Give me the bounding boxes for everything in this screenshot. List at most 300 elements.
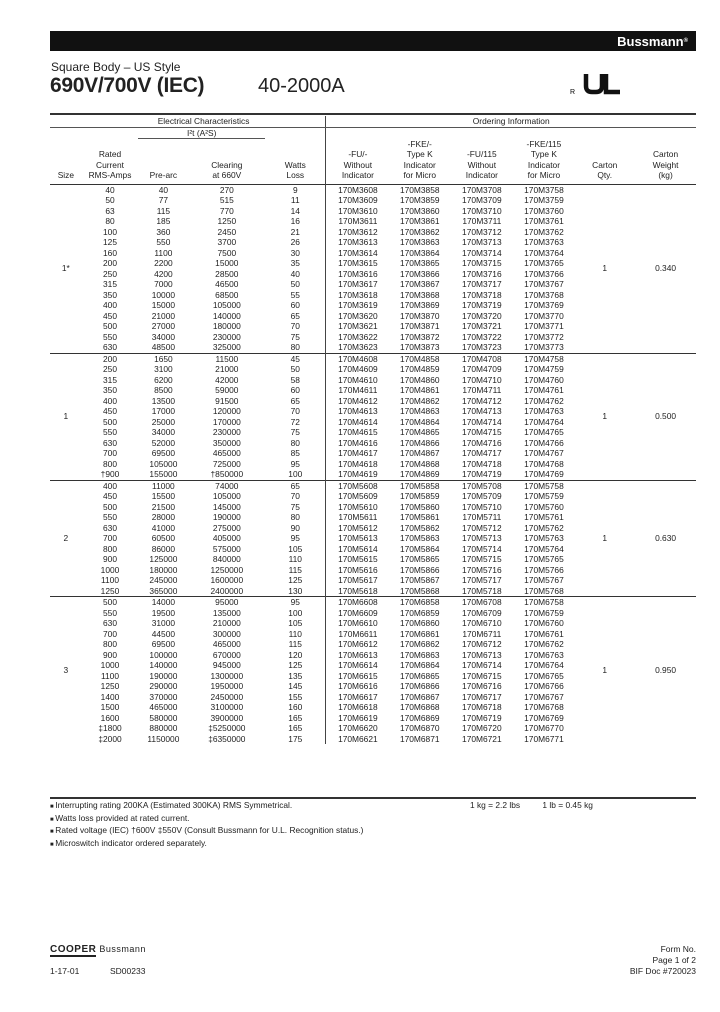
table-cell: 170M4768 bbox=[524, 458, 564, 469]
table-cell: 60500 bbox=[151, 533, 176, 543]
col-rated-line: RMS-Amps bbox=[88, 170, 132, 180]
table-cell: 170M4769 bbox=[524, 469, 564, 479]
table-cell: 170M6621 bbox=[326, 734, 389, 745]
table-cell: 170M3613 bbox=[326, 237, 389, 248]
table-cell: 170M5764 bbox=[524, 543, 564, 554]
table-cell: 125000 bbox=[149, 554, 178, 564]
table-cell: 170M3609 bbox=[326, 195, 389, 206]
table-cell: 2200 bbox=[154, 258, 173, 268]
table-cell: 40 bbox=[138, 184, 188, 195]
table-cell: 170M3869 bbox=[399, 300, 440, 310]
table-cell: 170M4611 bbox=[326, 385, 389, 396]
note-voltage: ■ Rated voltage (IEC) †600V ‡550V (Consult Bussmann for U.L. Recognition status.) bbox=[50, 825, 363, 838]
table-cell: 230000 bbox=[212, 427, 241, 437]
table-cell: 100 bbox=[103, 226, 117, 237]
table-cell: 170M6715 bbox=[462, 670, 502, 681]
table-cell: 170M3759 bbox=[524, 195, 564, 205]
table-cell: 170M3762 bbox=[524, 226, 564, 237]
table-cell: 1250 bbox=[100, 585, 120, 596]
col-fke bbox=[389, 139, 450, 185]
table-cell: 170M4858 bbox=[389, 353, 450, 364]
table-cell: 170M5608 bbox=[326, 480, 389, 491]
table-cell: 170M6609 bbox=[326, 608, 389, 619]
page-number: Page 1 of 2 bbox=[652, 955, 696, 965]
table-cell: 170M6761 bbox=[524, 628, 564, 639]
table-cell: 7500 bbox=[217, 247, 237, 258]
table-cell: 170M4617 bbox=[326, 448, 389, 459]
table-cell: 170M3617 bbox=[326, 279, 389, 290]
table-cell: 575000 bbox=[212, 543, 241, 554]
table-cell: 170M3764 bbox=[524, 247, 564, 258]
col-fu-line: -FU/- bbox=[348, 149, 368, 159]
table-cell: 72 bbox=[290, 416, 300, 427]
table-cell: 170M4718 bbox=[462, 458, 502, 469]
table-cell: 170M6613 bbox=[326, 650, 389, 661]
table-cell: 125 bbox=[288, 660, 303, 670]
table-cell: 170M6608 bbox=[326, 597, 389, 608]
table-cell: 250 bbox=[103, 268, 117, 279]
col-clearing bbox=[189, 139, 266, 185]
table-cell: 86000 bbox=[151, 543, 176, 554]
table-cell: 170M3715 bbox=[462, 258, 502, 268]
page-title: 690V/700V (IEC) bbox=[50, 74, 205, 97]
table-cell: 170M5758 bbox=[514, 480, 575, 491]
col-watts bbox=[265, 139, 326, 185]
table-cell: 170M5713 bbox=[462, 533, 502, 543]
table-cell: 69500 bbox=[151, 448, 176, 458]
table-cell: 630 bbox=[103, 437, 117, 448]
table-cell: 42000 bbox=[215, 374, 239, 385]
table-cell: 170M6712 bbox=[462, 639, 502, 649]
table-cell: ‡5250000 bbox=[208, 723, 246, 733]
col-rated-line: Rated bbox=[98, 149, 122, 159]
table-cell: 170M6870 bbox=[399, 723, 440, 733]
table-cell: 170M3771 bbox=[524, 321, 564, 331]
table-cell: 770 bbox=[219, 205, 234, 216]
table-cell: 3900000 bbox=[210, 712, 244, 723]
table-cell: 170M4712 bbox=[462, 395, 502, 406]
table-cell: 170M4862 bbox=[399, 395, 440, 406]
table-cell: 170M5861 bbox=[399, 512, 440, 522]
table-cell: 170M4860 bbox=[399, 374, 440, 385]
table-cell: 170M4763 bbox=[524, 406, 564, 416]
table-cell: 3700 bbox=[217, 237, 237, 247]
table-cell: 110 bbox=[288, 628, 302, 639]
table-cell: 1950000 bbox=[210, 681, 244, 691]
table-cell: 170M4764 bbox=[524, 416, 564, 427]
table-cell: 170M4715 bbox=[462, 427, 502, 437]
table-cell: 170M6869 bbox=[399, 712, 440, 723]
col-carton-weight bbox=[635, 139, 696, 185]
table-cell: 60 bbox=[290, 385, 300, 395]
table-cell: 170M6860 bbox=[399, 618, 440, 628]
table-cell: 41000 bbox=[151, 522, 176, 533]
table-cell: 170M5759 bbox=[524, 491, 564, 501]
table-cell: 900 bbox=[103, 554, 117, 564]
table-cell: 170M4614 bbox=[326, 417, 389, 428]
table-cell: 6200 bbox=[154, 374, 173, 385]
table-cell: 170M3710 bbox=[462, 205, 502, 216]
table-cell: 170M6760 bbox=[524, 618, 564, 628]
table-cell: 21 bbox=[290, 226, 300, 237]
table-cell: 465000 bbox=[212, 448, 241, 458]
size-cell: 3 bbox=[50, 597, 82, 745]
table-cell: 58 bbox=[290, 374, 300, 385]
table-cell: 170M5610 bbox=[326, 502, 389, 513]
table-cell: 170M6765 bbox=[524, 670, 564, 681]
table-cell: 670000 bbox=[212, 649, 241, 660]
table-cell: 170M6763 bbox=[524, 649, 564, 660]
table-cell: 170M4758 bbox=[514, 353, 575, 364]
table-cell: 130 bbox=[288, 585, 303, 596]
table-cell: 170M5768 bbox=[524, 585, 564, 596]
table-cell: 170M4859 bbox=[399, 364, 440, 374]
table-cell: 170M6871 bbox=[399, 733, 440, 744]
table-cell: 170M4866 bbox=[399, 437, 440, 448]
table-cell: 165 bbox=[288, 712, 303, 723]
table-cell: 170M3863 bbox=[399, 237, 440, 247]
table-cell: 170M5612 bbox=[326, 523, 389, 534]
table-cell: 170M6858 bbox=[389, 597, 450, 608]
table-cell: 11000 bbox=[138, 480, 188, 491]
table-cell: 10000 bbox=[151, 289, 176, 300]
table-cell: 170M3770 bbox=[524, 310, 564, 321]
col-fu-line: Indicator bbox=[341, 170, 374, 180]
table-cell: 170M3769 bbox=[524, 300, 564, 310]
table-cell: 60 bbox=[290, 300, 300, 310]
table-cell: 135 bbox=[288, 670, 303, 681]
table-cell: 170M5765 bbox=[524, 554, 564, 564]
table-cell: 25000 bbox=[151, 416, 176, 427]
table-cell: 115 bbox=[288, 639, 302, 649]
table-cell: 170M4716 bbox=[462, 437, 502, 448]
table-cell: 245000 bbox=[149, 575, 178, 585]
table-cell: 300000 bbox=[212, 628, 241, 639]
table-cell: 515 bbox=[219, 195, 234, 205]
table-cell: 15000 bbox=[215, 258, 239, 268]
table-cell: 170M6859 bbox=[399, 607, 440, 618]
table-cell: 75 bbox=[290, 501, 300, 512]
table-cell: 170M3722 bbox=[462, 331, 502, 342]
table-cell: 59000 bbox=[215, 385, 239, 395]
table-cell: 275000 bbox=[212, 522, 241, 533]
table-cell: 15500 bbox=[151, 491, 176, 501]
table-cell: 170M3772 bbox=[524, 331, 564, 342]
table-cell: 170M4615 bbox=[326, 427, 389, 438]
table-cell: 170M3767 bbox=[524, 279, 564, 289]
table-cell: 170M3768 bbox=[524, 289, 564, 300]
carton-weight-cell: 0.630 bbox=[635, 480, 696, 597]
col-fke115-line: Indicator bbox=[527, 159, 560, 170]
table-cell: 170M4759 bbox=[524, 364, 564, 374]
table-cell: 1650 bbox=[138, 353, 188, 364]
table-cell: 170M3865 bbox=[399, 258, 440, 268]
table-cell: 140000 bbox=[149, 660, 178, 670]
table-cell: 170M5617 bbox=[326, 575, 389, 586]
table-cell: 170M3864 bbox=[399, 247, 440, 258]
table-cell: 170M6612 bbox=[326, 639, 389, 650]
top-rule bbox=[50, 113, 696, 115]
size-cell: 1* bbox=[50, 184, 82, 353]
carton-qty-cell: 1 bbox=[574, 480, 635, 597]
note-interrupting: ■ Interrupting rating 200KA (Estimated 300KA) RMS Symmetrical. bbox=[50, 800, 363, 813]
table-cell: 170M5711 bbox=[462, 512, 502, 522]
table-cell: 100000 bbox=[149, 649, 178, 660]
table-cell: 550 bbox=[156, 237, 171, 247]
table-cell: 350 bbox=[103, 385, 117, 395]
table-cell: 170M6767 bbox=[524, 691, 564, 702]
col-fke-line: for Micro bbox=[403, 170, 437, 180]
table-cell: 50 bbox=[290, 364, 300, 374]
col-clearing-line: Clearing bbox=[211, 159, 243, 170]
table-cell: 15000 bbox=[151, 300, 176, 310]
table-cell: 21000 bbox=[151, 310, 176, 321]
table-cell: 1600000 bbox=[210, 575, 244, 585]
table-cell: 1400 bbox=[100, 691, 120, 702]
table-cell: 170M6716 bbox=[462, 681, 502, 691]
table-cell: 170M5867 bbox=[399, 575, 440, 585]
table-cell: 55 bbox=[290, 289, 300, 300]
col-rated bbox=[82, 139, 139, 185]
table-cell: 700 bbox=[103, 448, 117, 458]
table-cell: 550 bbox=[103, 427, 117, 437]
table-cell: ‡6350000 bbox=[208, 733, 246, 744]
table-cell: 725000 bbox=[212, 458, 241, 469]
table-row bbox=[50, 353, 696, 364]
table-cell: 1250000 bbox=[210, 564, 244, 575]
table-cell: 170M4765 bbox=[524, 427, 564, 437]
table-cell: 170M6708 bbox=[450, 597, 513, 608]
table-cell: 170M3773 bbox=[524, 342, 564, 352]
table-cell: 170M4714 bbox=[462, 416, 502, 427]
svg-text:R: R bbox=[570, 89, 576, 96]
table-cell: 170M3761 bbox=[524, 216, 564, 226]
table-cell: 3100 bbox=[154, 364, 173, 374]
logo-bussmann: Bussmann bbox=[99, 944, 146, 954]
table-cell: 170M3866 bbox=[399, 268, 440, 279]
table-cell: 9 bbox=[265, 184, 326, 195]
table-cell: 290000 bbox=[149, 681, 178, 691]
table-cell: 69500 bbox=[151, 639, 176, 649]
brand-bar bbox=[50, 31, 696, 51]
table-cell: 170M3708 bbox=[450, 184, 513, 195]
table-row bbox=[50, 480, 696, 491]
table-cell: 170M3615 bbox=[326, 258, 389, 269]
table-cell: 170M4709 bbox=[462, 364, 502, 374]
table-cell: 170M3721 bbox=[462, 321, 502, 331]
table-cell: 170M6867 bbox=[399, 691, 440, 702]
table-cell: 170M5614 bbox=[326, 544, 389, 555]
table-cell: 500 bbox=[103, 416, 117, 427]
table-cell: 80 bbox=[290, 437, 300, 448]
table-cell: 170M6762 bbox=[524, 639, 564, 649]
col-carton-qty-line: Carton bbox=[592, 159, 618, 170]
table-cell: 170M3618 bbox=[326, 290, 389, 301]
table-cell: 170M3719 bbox=[462, 300, 502, 310]
table-cell: ‡2000 bbox=[98, 733, 122, 744]
col-fu115-line: Without bbox=[467, 159, 497, 170]
table-cell: 7000 bbox=[154, 279, 173, 289]
table-cell: 170M4762 bbox=[524, 395, 564, 406]
table-cell: 68500 bbox=[215, 289, 239, 300]
col-fke115-line: Type K bbox=[530, 149, 557, 159]
table-cell: 170M4710 bbox=[462, 374, 502, 385]
table-cell: 170000 bbox=[212, 416, 241, 427]
ordering-header: Ordering Information bbox=[326, 116, 696, 127]
table-cell: 170M3860 bbox=[399, 205, 440, 216]
table-cell: 46500 bbox=[215, 279, 239, 289]
table-cell: 170M5860 bbox=[399, 501, 440, 512]
table-cell: 630 bbox=[103, 522, 117, 533]
table-cell: 140000 bbox=[212, 310, 241, 321]
table-cell: 170M6864 bbox=[399, 660, 440, 670]
table-cell: 100 bbox=[288, 607, 303, 618]
table-cell: 125 bbox=[288, 575, 303, 585]
col-fke115 bbox=[514, 139, 575, 185]
table-cell: 145 bbox=[288, 681, 303, 691]
col-fu bbox=[326, 139, 389, 185]
table-cell: 170M6866 bbox=[399, 681, 440, 691]
table-cell: 170M3623 bbox=[326, 342, 389, 353]
table-cell: 1100 bbox=[100, 670, 119, 681]
table-cell: 170M6771 bbox=[524, 733, 564, 744]
table-cell: 465000 bbox=[149, 702, 178, 712]
carton-weight-cell: 0.340 bbox=[635, 184, 696, 353]
table-cell: 170M5862 bbox=[399, 522, 440, 533]
table-cell: ‡1800 bbox=[98, 723, 122, 733]
carton-qty-cell: 1 bbox=[574, 597, 635, 745]
col-clearing-line: at 660V bbox=[212, 170, 242, 180]
table-cell: 325000 bbox=[212, 342, 241, 352]
table-cell: 1100 bbox=[100, 575, 119, 585]
table-cell: 14000 bbox=[138, 597, 188, 608]
table-cell: 800 bbox=[103, 543, 117, 554]
table-cell: 170M5717 bbox=[462, 575, 502, 585]
table-cell: 170M3711 bbox=[462, 216, 502, 226]
table-cell: 170M4869 bbox=[399, 469, 440, 479]
table-cell: 170M3713 bbox=[462, 237, 502, 247]
table-cell: 120000 bbox=[212, 406, 241, 416]
table-cell: 170M5714 bbox=[462, 543, 502, 554]
table-cell: 550 bbox=[103, 607, 117, 618]
table-cell: 170M3766 bbox=[524, 268, 564, 279]
table-cell: 160 bbox=[103, 247, 117, 258]
table-cell: 95 bbox=[265, 597, 326, 608]
table-cell: 13500 bbox=[151, 395, 176, 406]
table-cell: 170M4609 bbox=[326, 364, 389, 375]
col-rated-line: Current bbox=[96, 159, 124, 170]
table-cell: 50 bbox=[105, 195, 115, 205]
table-row bbox=[50, 597, 696, 608]
logo-cooper: COOPER bbox=[50, 944, 97, 955]
table-cell: 170M5761 bbox=[524, 512, 564, 522]
table-cell: 170M5613 bbox=[326, 533, 389, 544]
doc-number: BIF Doc #720023 bbox=[629, 966, 696, 976]
table-cell: 170M3723 bbox=[462, 342, 502, 352]
table-cell: 170M3861 bbox=[399, 216, 440, 226]
table-cell: 170M6862 bbox=[399, 639, 440, 649]
table-cell: 200 bbox=[103, 258, 117, 268]
table-cell: 45 bbox=[265, 353, 326, 364]
table-cell: 170M6714 bbox=[462, 660, 502, 670]
table-cell: 450 bbox=[103, 491, 117, 501]
col-fu115-line: -FU/115 bbox=[467, 149, 497, 159]
table-cell: 315 bbox=[103, 374, 117, 385]
electrical-header: Electrical Characteristics bbox=[82, 116, 326, 127]
conversion-kg: 1 kg = 2.2 lbs bbox=[470, 800, 521, 810]
table-cell: 2450 bbox=[217, 226, 237, 237]
table-cell: 27000 bbox=[151, 321, 176, 331]
table-cell: 170M6865 bbox=[399, 670, 440, 681]
table-cell: 17000 bbox=[151, 406, 176, 416]
table-cell: 80 bbox=[105, 216, 115, 226]
table-cell: 28500 bbox=[215, 268, 239, 279]
table-cell: 190000 bbox=[212, 512, 241, 522]
table-cell: 28000 bbox=[151, 512, 176, 522]
table-cell: 105 bbox=[288, 618, 303, 628]
table-cell: 700 bbox=[103, 628, 117, 639]
table-cell: 170M3614 bbox=[326, 248, 389, 259]
cooper-bussmann-logo bbox=[50, 944, 146, 955]
table-cell: 8500 bbox=[154, 385, 173, 395]
table-cell: 34000 bbox=[151, 427, 176, 437]
notes bbox=[50, 800, 363, 850]
footer-date: 1-17-01 bbox=[50, 966, 80, 976]
footer-code: SD00233 bbox=[110, 966, 146, 976]
table-cell: 170M6616 bbox=[326, 681, 389, 692]
col-carton-qty bbox=[574, 139, 635, 185]
table-cell: 170M3868 bbox=[399, 289, 440, 300]
table-cell: 170M4719 bbox=[462, 469, 502, 479]
table-cell: 900 bbox=[103, 649, 117, 660]
table-cell: 170M3608 bbox=[326, 184, 389, 195]
col-carton-weight-line: Weight bbox=[652, 159, 679, 170]
brand-name: Bussmann bbox=[617, 34, 684, 49]
table-cell: 170M6764 bbox=[524, 660, 564, 670]
col-size: Size bbox=[57, 170, 74, 180]
table-cell: 840000 bbox=[212, 554, 241, 564]
table-cell: 170M3720 bbox=[462, 310, 502, 321]
table-cell: 170M4608 bbox=[326, 353, 389, 364]
table-cell: †850000 bbox=[210, 469, 244, 479]
table-cell: 550 bbox=[103, 512, 117, 522]
table-cell: 170M3765 bbox=[524, 258, 564, 268]
table-cell: 90 bbox=[290, 522, 300, 533]
table-cell: 170M3871 bbox=[399, 321, 440, 331]
table-cell: 1300000 bbox=[210, 670, 244, 681]
table-cell: 170M3714 bbox=[462, 247, 502, 258]
carton-weight-cell: 0.500 bbox=[635, 353, 696, 480]
carton-qty-cell: 1 bbox=[574, 353, 635, 480]
table-cell: 170M3718 bbox=[462, 289, 502, 300]
table-cell: 170M3867 bbox=[399, 279, 440, 289]
bottom-rule bbox=[50, 797, 696, 799]
table-cell: 70 bbox=[290, 406, 300, 416]
table-cell: 95000 bbox=[189, 597, 266, 608]
fuse-table bbox=[50, 116, 696, 744]
table-cell: 170M6617 bbox=[326, 692, 389, 703]
table-cell: 95 bbox=[290, 533, 300, 543]
table-cell: 170M3620 bbox=[326, 311, 389, 322]
table-cell: 170M5609 bbox=[326, 491, 389, 502]
table-cell: 170M5760 bbox=[524, 501, 564, 512]
table-cell: 230000 bbox=[212, 331, 241, 342]
table-cell: 170M4767 bbox=[524, 448, 564, 458]
table-cell: 170M5858 bbox=[389, 480, 450, 491]
table-cell: 70 bbox=[290, 491, 300, 501]
table-cell: 170M3621 bbox=[326, 321, 389, 332]
table-cell: 800 bbox=[103, 639, 117, 649]
